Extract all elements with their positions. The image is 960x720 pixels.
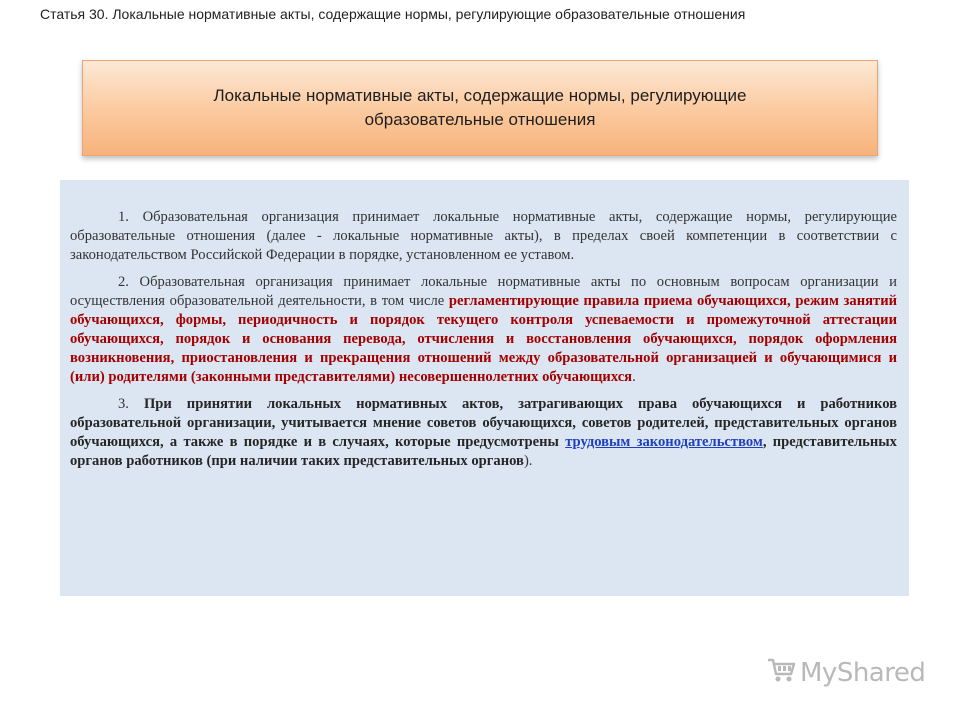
cart-icon — [766, 656, 796, 689]
paragraph-3-number: 3. — [118, 396, 144, 412]
page-title: Статья 30. Локальные нормативные акты, содержащие нормы, регулирующие образовательные отношения — [40, 6, 746, 22]
paragraph-1-text: 1. Образовательная организация принимает локальные нормативные акты, содержащие нормы, регулирующие образовательные отношения (далее - локальные нормативные акты), в пределах своей компетенции в соответствии с законодательством Российской Федерации в порядке, установленном ее уставом. — [70, 209, 897, 263]
paragraph-2-intro: 2. Образовательная организация принимает локальные нормативные акты по основным вопросам организации и осуществления образовательной деятельности, в том числе — [70, 274, 897, 309]
content-panel — [60, 180, 909, 596]
paragraph-2-highlight: регламентирующие правила приема обучающихся, режим занятий обучающихся, формы, периодичность и порядок текущего контроля успеваемости и промежуточной аттестации обучающихся, порядок и основания перевода, отчисления и восстановления обучающихся, порядок оформления возникновения, приостановления и прекращения отношений между образовательной организацией и обучающимися и (или) родителями (законными представителями) несовершеннолетних обучающихся — [70, 293, 898, 385]
header-title — [160, 84, 800, 132]
labor-law-link[interactable]: трудовым законодательством — [565, 434, 763, 450]
paragraph-3-text-b: , представительных органов работников (при наличии таких представительных органов — [70, 434, 897, 469]
paragraph-1 — [70, 208, 897, 265]
header-line-2: образовательные отношения — [364, 110, 596, 129]
myshared-logo — [766, 656, 925, 689]
paragraph-3-end: ). — [523, 453, 533, 469]
logo-text: MyShared — [800, 657, 926, 688]
paragraph-3 — [70, 395, 897, 471]
paragraph-2 — [70, 273, 897, 387]
header-line-1: Локальные нормативные акты, содержащие нормы, регулирующие — [213, 86, 747, 105]
header-box — [82, 60, 878, 156]
paragraph-2-end: . — [632, 369, 636, 385]
paragraph-3-text-a: При принятии локальных нормативных актов, затрагивающих права обучающихся и работников образовательной организации, учитывается мнение советов обучающихся, советов родителей, представительных органов обучающихся, а также в порядке и в случаях, которые предусмотрены — [70, 396, 898, 450]
